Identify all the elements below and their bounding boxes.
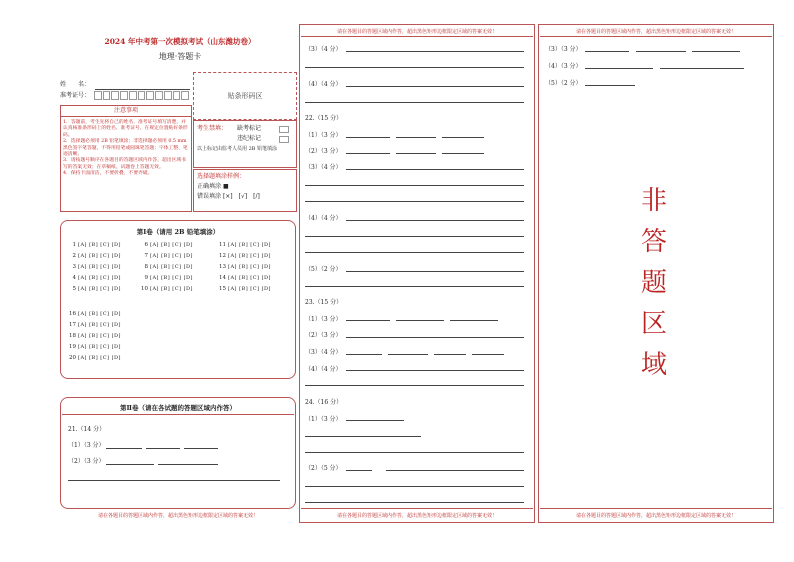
q23-4-label: （4）（4 分）	[305, 366, 342, 373]
mc-row[interactable]	[218, 264, 271, 270]
q22-1-answer-line[interactable]	[346, 137, 390, 138]
mc-row[interactable]	[140, 286, 193, 292]
q21-2-answer-line[interactable]	[68, 480, 280, 481]
fill-correct-mark: ■	[222, 183, 229, 190]
q24-3-answer-line[interactable]	[636, 51, 686, 52]
mc-row[interactable]	[68, 333, 121, 339]
q24-3-label: （3）（3 分）	[545, 46, 582, 53]
mc-row[interactable]	[68, 311, 121, 317]
status-note: 以上标记由监考人员用 2B 铅笔填涂	[197, 146, 278, 152]
mc-row[interactable]	[68, 344, 121, 350]
note-item: 3．请按题号顺序在各题目的答题区域内作答，超出区域书写的答案无效；在草稿纸、试题卷上答题无效。	[63, 158, 186, 170]
fill-wrong-marks: [×] [√] [/]	[222, 193, 260, 200]
mc-number: 8	[144, 264, 148, 270]
q24-label: 24.（16 分）	[305, 399, 343, 406]
non-answer-char: 域	[641, 350, 668, 380]
q24-3-answer-line[interactable]	[585, 51, 629, 52]
q21-1-label: （1）（3 分）	[68, 442, 105, 449]
mc-row[interactable]	[68, 264, 121, 270]
mc-options[interactable]: [A] [B] [C] [D]	[78, 253, 121, 259]
page-title: 2024 年中考第一次模拟考试（山东潍坊卷）	[104, 37, 256, 46]
name-field[interactable]	[95, 89, 190, 90]
mc-options[interactable]: [A] [B] [C] [D]	[150, 242, 193, 248]
mc-row[interactable]	[218, 242, 271, 248]
q24-1-answer-line[interactable]	[305, 452, 524, 453]
q21-1-answer-line[interactable]	[106, 448, 142, 449]
mc-options[interactable]: [A] [B] [C] [D]	[228, 253, 271, 259]
mc-options[interactable]: [A] [B] [C] [D]	[150, 253, 193, 259]
note-item: 2．选择题必须用 2B 铅笔填涂；非选择题必须用 0.5 mm 黑色签字笔答题，不得用铅笔或圆珠笔答题；字体工整、笔迹清晰。	[63, 139, 188, 158]
mc-number: 14	[219, 275, 226, 281]
q24-5-answer-line[interactable]	[585, 85, 635, 86]
exam-id-field[interactable]	[94, 91, 190, 99]
q22-4-label: （4）（4 分）	[305, 215, 342, 222]
q22-2-answer-line[interactable]	[442, 153, 484, 154]
mc-number: 16	[69, 311, 76, 317]
q23-1-label: （1）（3 分）	[305, 316, 342, 323]
section2-title: 第Ⅱ卷（请在各试题的答题区域内作答）	[120, 404, 236, 412]
q22-5-answer-line[interactable]	[305, 286, 524, 287]
mc-number: 7	[144, 253, 148, 259]
q23-1-answer-line[interactable]	[450, 320, 498, 321]
q22-3-answer-line[interactable]	[305, 185, 524, 186]
q23-2-answer-line[interactable]	[346, 337, 524, 338]
q22-2-answer-line[interactable]	[346, 153, 390, 154]
q22-3-answer-line[interactable]	[346, 169, 524, 170]
warning-col2-bottom: 请在各题目的答题区域内作答，超出黑色矩形边框限定区域的答案无效！	[336, 513, 497, 519]
fill-wrong-label: 错误填涂	[197, 193, 222, 200]
q22-4-answer-line[interactable]	[305, 252, 524, 253]
mc-options[interactable]: [A] [B] [C] [D]	[150, 264, 193, 270]
mc-number: 4	[72, 275, 76, 281]
q23-4-answer-line[interactable]	[305, 385, 524, 386]
col2-box	[299, 24, 535, 523]
q24-1-answer-line[interactable]	[346, 420, 404, 421]
fill-correct-label: 正确填涂	[197, 183, 222, 190]
mc-number: 2	[72, 253, 76, 259]
q22-4-answer-line[interactable]	[305, 236, 524, 237]
q22-5-answer-line[interactable]	[346, 271, 524, 272]
q22-1-answer-line[interactable]	[442, 137, 484, 138]
note-item: 4．保持卡面清洁，不要折叠、不要弄破。	[63, 171, 153, 177]
page-subtitle: 地理·答题卡	[158, 52, 202, 61]
q21-2-answer-line[interactable]	[106, 464, 154, 465]
barcode-label: 贴条形码区	[227, 92, 263, 100]
non-answer-char: 题	[641, 268, 668, 298]
q23-label: 23.（15 分）	[305, 299, 343, 306]
non-answer-char: 区	[641, 309, 668, 339]
q21-2-answer-line[interactable]	[158, 464, 218, 465]
mc-options[interactable]: [A] [B] [C] [D]	[228, 286, 271, 292]
q22-1-answer-line[interactable]	[396, 137, 436, 138]
mc-row[interactable]	[68, 322, 121, 328]
q22-5-label: （5）（2 分）	[305, 266, 342, 273]
absent-checkbox[interactable]	[279, 126, 289, 133]
absent-label: 缺考标记	[237, 125, 262, 132]
q23-1-answer-line[interactable]	[396, 320, 444, 321]
mc-number: 3	[72, 264, 76, 270]
mc-row[interactable]	[218, 253, 271, 259]
q21-1-answer-line[interactable]	[184, 448, 218, 449]
q22-2-answer-line[interactable]	[396, 153, 436, 154]
q22-label: 22.（15 分）	[305, 115, 343, 122]
exam-id-label: 准考证号：	[60, 92, 91, 99]
mc-row[interactable]	[140, 253, 193, 259]
mc-options[interactable]: [A] [B] [C] [D]	[78, 333, 121, 339]
mc-row[interactable]	[68, 253, 121, 259]
mc-options[interactable]: [A] [B] [C] [D]	[78, 355, 121, 361]
mc-row[interactable]	[68, 355, 121, 361]
q21-3-answer-line[interactable]	[346, 51, 524, 52]
section1-title: 第Ⅰ卷（请用 2B 铅笔填涂）	[136, 228, 220, 236]
q22-1-label: （1）（3 分）	[305, 132, 342, 139]
mc-row[interactable]	[218, 275, 271, 281]
q21-1-answer-line[interactable]	[146, 448, 180, 449]
q24-2-label: （2）（5 分）	[305, 465, 342, 472]
q23-3-answer-line[interactable]	[346, 354, 382, 355]
mc-options[interactable]: [A] [B] [C] [D]	[78, 344, 121, 350]
q23-4-answer-line[interactable]	[346, 370, 524, 371]
mc-options[interactable]: [A] [B] [C] [D]	[78, 311, 121, 317]
q21-label: 21.（14 分）	[68, 426, 106, 433]
q24-4-answer-line[interactable]	[585, 68, 653, 69]
mc-number: 11	[219, 242, 226, 248]
q21-2-label: （2）（3 分）	[68, 458, 105, 465]
fill-wrong	[197, 193, 260, 201]
mc-number: 19	[69, 344, 76, 350]
mc-number: 10	[141, 286, 148, 292]
mc-number: 1	[72, 242, 76, 248]
mc-number: 17	[69, 322, 76, 328]
q23-3-answer-line[interactable]	[472, 354, 504, 355]
q24-5-label: （5）（2 分）	[545, 80, 582, 87]
name-label: 姓 名：	[60, 81, 91, 88]
mc-options[interactable]: [A] [B] [C] [D]	[150, 286, 193, 292]
mc-row[interactable]	[68, 275, 121, 281]
mc-options[interactable]: [A] [B] [C] [D]	[78, 286, 121, 292]
q24-1-answer-line[interactable]	[305, 436, 421, 437]
q24-1-label: （1）（3 分）	[305, 416, 342, 423]
mc-options[interactable]: [A] [B] [C] [D]	[78, 264, 121, 270]
mc-number: 12	[219, 253, 226, 259]
mc-row[interactable]	[140, 275, 193, 281]
q24-3-answer-line[interactable]	[692, 51, 740, 52]
violation-checkbox[interactable]	[279, 136, 289, 143]
mc-number: 5	[72, 286, 76, 292]
mc-row[interactable]	[140, 242, 193, 248]
q23-3-answer-line[interactable]	[434, 354, 466, 355]
q21-4-label: （4）（4 分）	[305, 81, 342, 88]
fill-correct	[197, 183, 229, 191]
mc-options[interactable]: [A] [B] [C] [D]	[78, 242, 121, 248]
mc-row[interactable]	[218, 286, 271, 292]
mc-options[interactable]: [A] [B] [C] [D]	[78, 275, 121, 281]
warning-col3-top: 请在各题目的答题区域内作答，超出黑色矩形边框限定区域的答案无效！	[575, 29, 736, 35]
q21-3-label: （3）（4 分）	[305, 46, 342, 53]
q23-3-answer-line[interactable]	[388, 354, 428, 355]
q23-1-answer-line[interactable]	[346, 320, 390, 321]
non-answer-char: 答	[641, 227, 668, 257]
mc-number: 18	[69, 333, 76, 339]
q22-2-label: （2）（3 分）	[305, 148, 342, 155]
warning-col3-bottom: 请在各题目的答题区域内作答，超出黑色矩形边框限定区域的答案无效！	[575, 513, 736, 519]
q21-4-answer-line[interactable]	[305, 102, 524, 103]
notes-title: 注意事项	[113, 107, 138, 114]
mc-options[interactable]: [A] [B] [C] [D]	[150, 275, 193, 281]
q22-3-label: （3）（4 分）	[305, 164, 342, 171]
mc-number: 15	[219, 286, 226, 292]
mc-options[interactable]: [A] [B] [C] [D]	[78, 322, 121, 328]
note-item: 1．答题前，考生先将自己的姓名、准考证号填写清楚，并认真核准条形码上的姓名、准考证号，在规定位置贴好条形码。	[63, 120, 188, 138]
warning-col2-top: 请在各题目的答题区域内作答，超出黑色矩形边框限定区域的答案无效！	[336, 29, 497, 35]
notes-list	[63, 120, 189, 178]
q23-3-label: （3）（4 分）	[305, 349, 342, 356]
q24-2-answer-line[interactable]	[386, 470, 524, 471]
q24-2-answer-line[interactable]	[305, 502, 524, 503]
q22-4-answer-line[interactable]	[346, 220, 524, 221]
violation-label: 违纪标记	[237, 135, 262, 142]
q24-4-answer-line[interactable]	[660, 68, 744, 69]
mc-row[interactable]	[68, 286, 121, 292]
warning-col1: 请在各题目的答题区域内作答，超出黑色矩形边框限定区域的答案无效！	[97, 513, 258, 519]
q21-3-answer-line[interactable]	[305, 67, 524, 68]
non-answer-char: 非	[641, 186, 668, 216]
mc-number: 6	[144, 242, 148, 248]
q21-4-answer-line[interactable]	[346, 86, 524, 87]
q23-2-label: （2）（3 分）	[305, 332, 342, 339]
mc-row[interactable]	[140, 264, 193, 270]
mc-options[interactable]: [A] [B] [C] [D]	[228, 275, 271, 281]
q24-2-answer-line[interactable]	[346, 470, 372, 471]
q24-2-answer-line[interactable]	[305, 486, 524, 487]
mc-row[interactable]	[68, 242, 121, 248]
q22-3-answer-line[interactable]	[305, 201, 524, 202]
mc-options[interactable]: [A] [B] [C] [D]	[228, 242, 271, 248]
mc-number: 9	[144, 275, 148, 281]
mc-options[interactable]: [A] [B] [C] [D]	[228, 264, 271, 270]
mc-number: 20	[69, 355, 76, 361]
fill-example-title: 选择题填涂样例：	[197, 173, 246, 180]
mc-number: 13	[219, 264, 226, 270]
q24-4-label: （4）（3 分）	[545, 63, 582, 70]
status-label: 考生禁填：	[197, 125, 228, 132]
